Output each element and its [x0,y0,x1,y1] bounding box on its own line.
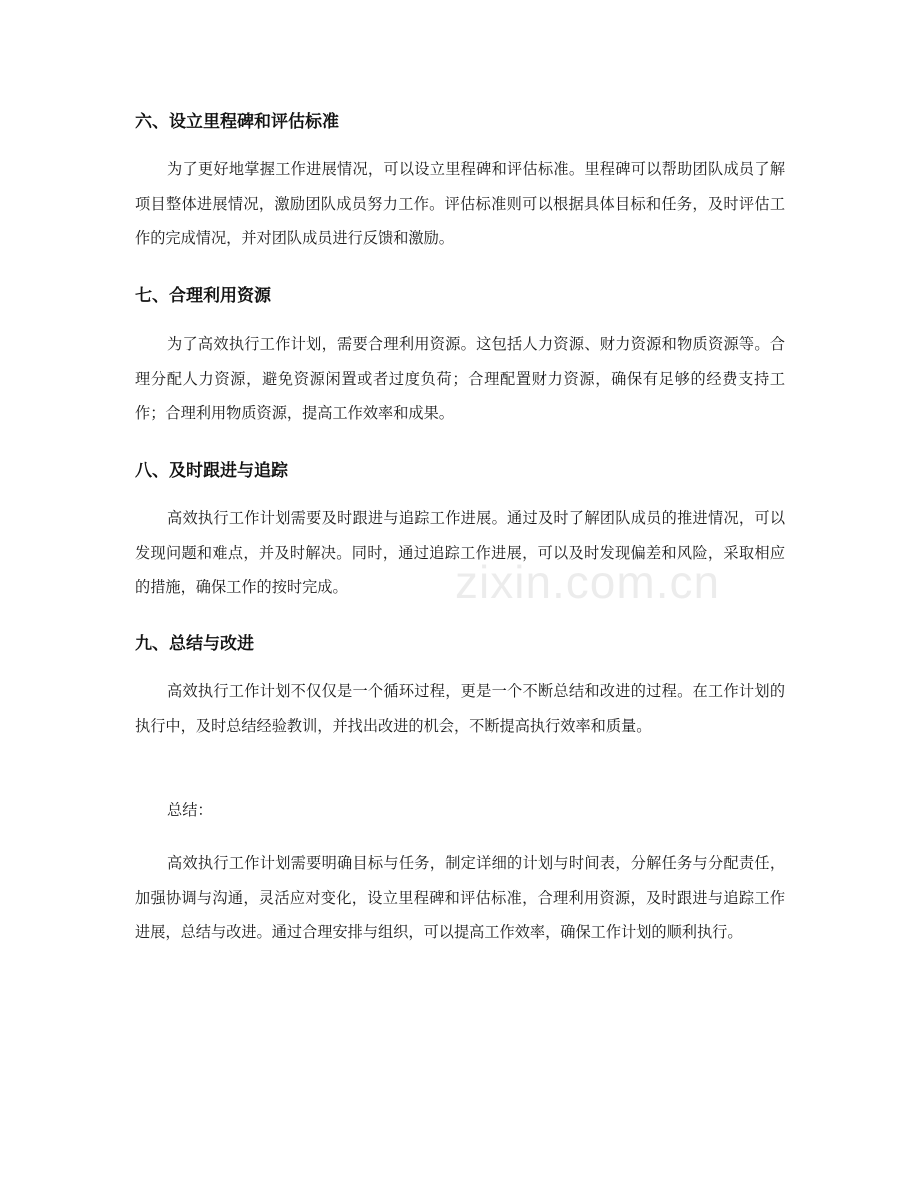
section-paragraph-9: 高效执行工作计划不仅仅是一个循环过程，更是一个不断总结和改进的过程。在工作计划的执行中，及时总结经验教训，并找出改进的机会，不断提高执行效率和质量。 [135,682,785,735]
summary-paragraph: 高效执行工作计划需要明确目标与任务，制定详细的计划与时间表，分解任务与分配责任，加强协调与沟通，灵活应对变化，设立里程碑和评估标准，合理利用资源，及时跟进与追踪工作进展，总结与改进。通过合理安排与组织，可以提高工作效率，确保工作计划的顺利执行。 [135,854,785,941]
section-paragraph-6: 为了更好地掌握工作进展情况，可以设立里程碑和评估标准。里程碑可以帮助团队成员了解项目整体进展情况，激励团队成员努力工作。评估标准则可以根据具体目标和任务，及时评估工作的完成情况，并对团队成员进行反馈和激励。 [135,160,785,247]
section-paragraph-7: 为了高效执行工作计划，需要合理利用资源。这包括人力资源、财力资源和物质资源等。合理分配人力资源，避免资源闲置或者过度负荷；合理配置财力资源，确保有足够的经费支持工作；合理利用物质资源，提高工作效率和成果。 [135,335,785,422]
section-paragraph-8: 高效执行工作计划需要及时跟进与追踪工作进展。通过及时了解团队成员的推进情况，可以发现问题和难点，并及时解决。同时，通过追踪工作进展，可以及时发现偏差和风险，采取相应的措施，确保工作的按时完成。 [135,509,785,596]
watermark-text: zixin.com.cn [455,556,721,608]
section-heading-9: 九、总结与改进 [135,634,254,654]
section-heading-8: 八、及时跟进与追踪 [135,461,288,481]
section-heading-6: 六、设立里程碑和评估标准 [135,112,339,132]
section-heading-7: 七、合理利用资源 [135,286,271,306]
summary-label: 总结： [167,801,213,819]
